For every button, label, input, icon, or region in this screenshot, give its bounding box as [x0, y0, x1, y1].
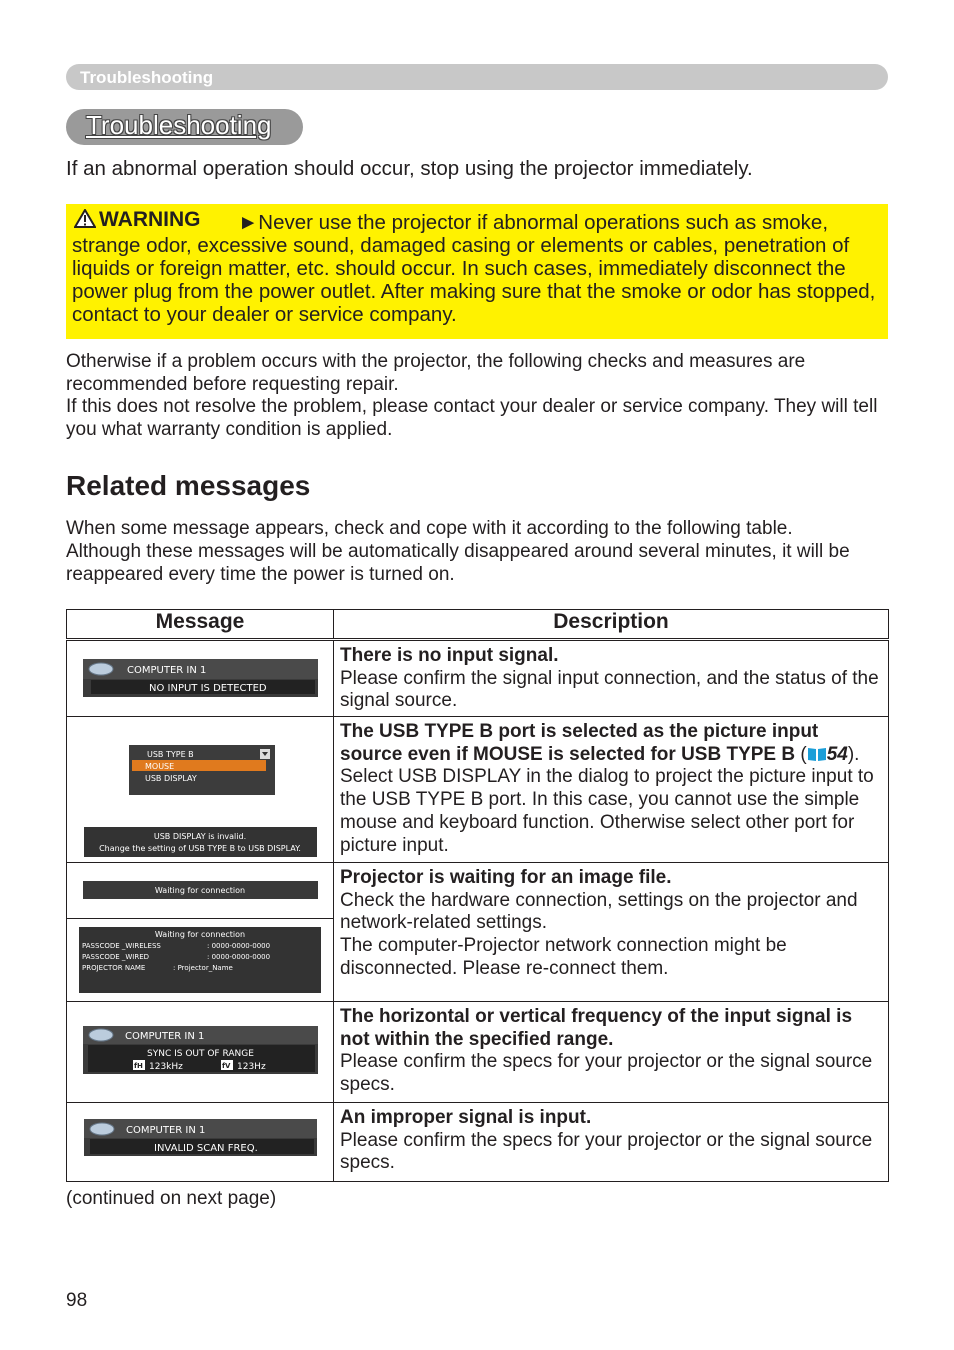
osd-menu-title: USB TYPE B: [146, 750, 194, 759]
osd-fh-value: 123kHz: [148, 1062, 183, 1072]
description-text: Please confirm the specs for your projector or the signal source specs.: [340, 1129, 873, 1174]
osd-value-3: : Projector_Name: [173, 964, 233, 972]
osd-value-1: : 0000-0000-0000: [207, 942, 271, 950]
fv-badge: fV: [221, 1062, 230, 1070]
warning-label: [74, 208, 201, 232]
osd-key-2: PASSCODE _WIRED: [82, 953, 150, 961]
osd-fv-value: 123Hz: [236, 1062, 266, 1072]
intro-text: If an abnormal operation should occur, stop using the projector immediately.: [66, 157, 753, 180]
osd-message: SYNC IS OUT OF RANGE: [146, 1049, 254, 1059]
osd-waiting-title: Waiting for connection: [154, 930, 246, 939]
col-header-description: Description: [334, 610, 889, 640]
col-header-message: Message: [67, 610, 334, 640]
osd-no-input-image: [83, 659, 318, 697]
description-cell: [334, 1103, 889, 1182]
page-reference: 54: [826, 743, 848, 765]
warning-text: ►Never use the projector if abnormal operations such as smoke, strange odor, excessive sound, damaged casing or elements or cables, penetration of liquids or foreign matter, etc. should occur. In such cases, immediately disconnect the power plug from the power outlet. After making sure that the smoke or odor has stopped, contact to your dealer or service company.: [72, 211, 876, 326]
table-row: [67, 1103, 889, 1182]
message-cell: [67, 640, 334, 717]
related-text-1: When some message appears, check and cope with it according to the following table.: [66, 518, 793, 539]
description-cell: The USB TYPE B port is selected as the picture input source even if MOUSE is selected for USB TYPE B ( 54). Select USB DISPLAY in the dialog to project the picture input to the USB TYPE B port. In this case, you cannot use the simple mouse and keyboard function. Otherwise select other port for picture input.: [334, 717, 889, 863]
page-title: Troubleshooting: [86, 110, 272, 140]
para-resolve: If this does not resolve the problem, please contact your dealer or service company. They will tell you what warranty condition is applied.: [66, 396, 878, 440]
osd-waiting-text: Waiting for connection: [154, 886, 245, 895]
warning-triangle-icon: [74, 209, 96, 228]
osd-usb-image: [84, 745, 317, 857]
osd-key-1: PASSCODE _WIRELESS: [82, 942, 161, 950]
description-bold: The USB TYPE B port is selected as the picture input source even if MOUSE is selected for USB TYPE B: [340, 721, 819, 765]
osd-title: COMPUTER IN 1: [125, 1125, 205, 1136]
osd-line-2: Change the setting of USB TYPE B to USB DISPLAY.: [98, 844, 301, 853]
computer-icon: [89, 663, 113, 675]
osd-value-2: : 0000-0000-0000: [207, 953, 271, 961]
table-row: [67, 640, 889, 717]
table-header-row: [67, 610, 889, 640]
description-text: Select USB DISPLAY in the dialog to project the picture input to the USB TYPE B port. In this case, you cannot use the simple mouse and keyboard function. Otherwise select other port for picture input.: [340, 766, 874, 856]
description-text: Please confirm the signal input connection, and the status of the signal source.: [340, 667, 879, 712]
description-bold: An improper signal is input.: [340, 1107, 592, 1128]
section-header-bar: [66, 64, 888, 90]
book-ref-icon: [807, 744, 827, 765]
continued-note: (continued on next page): [66, 1188, 277, 1209]
osd-sync-range-image: [83, 1026, 318, 1074]
description-bold: Projector is waiting for an image file.: [340, 867, 672, 888]
osd-message: NO INPUT IS DETECTED: [148, 683, 267, 694]
osd-title: COMPUTER IN 1: [124, 1031, 204, 1042]
table-row: [67, 1002, 889, 1103]
related-text-2: Although these messages will be automatically disappeared around several minutes, it will be reappeared every time the power is turned on.: [66, 541, 850, 585]
description-text: Please confirm the specs for your projector or the signal source specs.: [340, 1051, 873, 1096]
table-row: [67, 863, 889, 1002]
description-cell: [334, 640, 889, 717]
computer-icon: [89, 1029, 113, 1041]
osd-title: COMPUTER IN 1: [126, 665, 206, 676]
osd-message: INVALID SCAN FREQ.: [153, 1143, 258, 1154]
section-header-label: Troubleshooting: [80, 68, 214, 87]
description-bold: There is no input signal.: [340, 645, 559, 666]
osd-option-usb-display: USB DISPLAY: [144, 774, 197, 783]
description-bold: The horizontal or vertical frequency of the input signal is not within the specified range.: [340, 1006, 853, 1050]
osd-option-mouse: MOUSE: [144, 762, 174, 771]
description-text-1: Check the hardware connection, settings on the projector and network-related settings.: [340, 889, 858, 934]
computer-icon: [90, 1123, 114, 1135]
osd-waiting-detail-image: [79, 927, 321, 993]
message-cell: [67, 1002, 334, 1103]
message-cell: [67, 863, 334, 1002]
table-row: [67, 717, 889, 863]
page-title-pill: [66, 109, 303, 145]
warning-box: [66, 204, 888, 339]
page-number: 98: [66, 1290, 88, 1311]
description-cell: [334, 863, 889, 1002]
para-otherwise: Otherwise if a problem occurs with the projector, the following checks and measures are recommended before requesting repair.: [66, 351, 806, 395]
warning-label-text: WARNING: [99, 208, 201, 231]
osd-line-1: USB DISPLAY is invalid.: [153, 832, 246, 841]
osd-invalid-scan-image: [84, 1119, 317, 1156]
description-cell: [334, 1002, 889, 1103]
osd-key-3: PROJECTOR NAME: [82, 964, 146, 972]
description-text-2: The computer-Projector network connection might be disconnected. Please re-connect them.: [340, 935, 787, 979]
message-cell: [67, 1103, 334, 1182]
related-messages-heading: Related messages: [66, 470, 311, 501]
fh-badge: fH: [133, 1062, 143, 1070]
osd-waiting-image: [83, 881, 318, 899]
message-cell: [67, 717, 334, 863]
messages-table: [66, 609, 889, 1182]
